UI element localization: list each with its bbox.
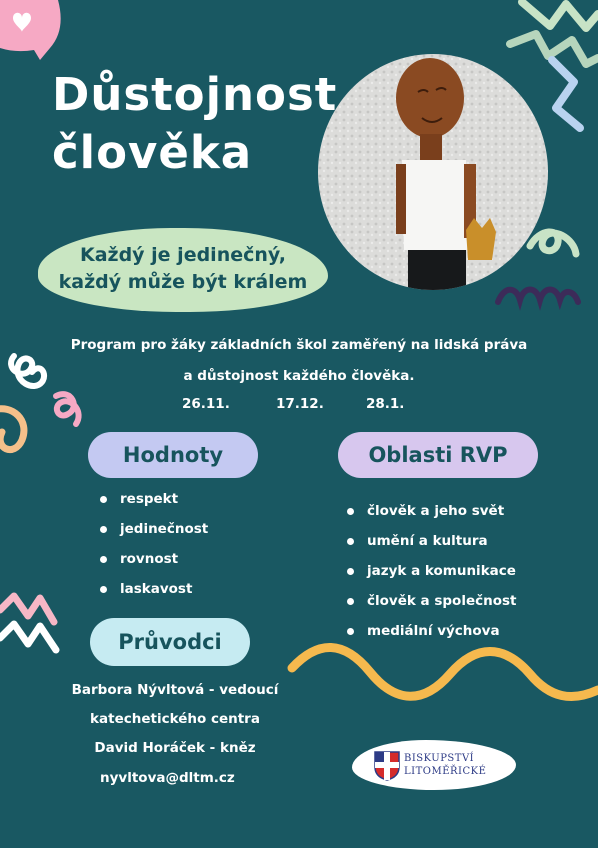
guides-text <box>50 676 300 763</box>
guide-line-2: katechetického centra <box>90 711 260 727</box>
list-item: rovnost <box>98 544 208 574</box>
list-item: jazyk a komunikace <box>345 556 516 586</box>
zigzag-left-white <box>0 624 56 650</box>
rvp-heading: Oblasti RVP <box>338 432 538 478</box>
intro-line-2: a důstojnost každého člověka. <box>183 368 415 384</box>
slogan-line-2: každý může být králem <box>58 271 308 293</box>
guide-line-1: Barbora Nývltová - vedoucí <box>71 682 279 698</box>
wave-yellow <box>292 647 598 696</box>
squiggle-left-orange <box>0 409 24 450</box>
list-item: umění a kultura <box>345 526 516 556</box>
list-item: člověk a jeho svět <box>345 496 516 526</box>
list-item: mediální výchova <box>345 616 516 646</box>
diocese-coat-of-arms-icon <box>374 751 400 781</box>
photo-wooden-figure <box>318 54 548 290</box>
rvp-list <box>345 496 516 646</box>
logo-text <box>404 752 486 778</box>
page-title <box>52 66 337 182</box>
title-line-2: člověka <box>52 126 253 179</box>
list-item: člověk a společnost <box>345 586 516 616</box>
slogan-bubble <box>38 228 328 312</box>
list-item: jedinečnost <box>98 514 208 544</box>
contact-email[interactable]: nyvltova@dltm.cz <box>100 770 235 786</box>
guide-line-3: David Horáček - kněz <box>94 740 256 756</box>
scallop-right-purple <box>498 290 578 303</box>
heart-bubble-icon <box>0 0 61 60</box>
hodnoty-list <box>98 484 208 604</box>
slogan-line-1: Každý je jedinečný, <box>79 244 287 266</box>
zigzag-left-pink <box>0 596 54 622</box>
pruvodci-heading: Průvodci <box>90 618 250 666</box>
date-1: 26.11. <box>182 396 230 412</box>
diocese-logo <box>352 740 516 790</box>
date-2: 17.12. <box>276 396 324 412</box>
list-item: respekt <box>98 484 208 514</box>
title-line-1: Důstojnost <box>52 68 338 121</box>
hodnoty-heading: Hodnoty <box>88 432 258 478</box>
logo-line-2: LITOMĚŘICKÉ <box>404 766 487 777</box>
list-item: laskavost <box>98 574 208 604</box>
program-description <box>30 330 568 392</box>
logo-line-1: BISKUPSTVÍ <box>404 753 475 764</box>
curl-right-green <box>530 232 576 254</box>
squiggle-left-pink <box>56 394 79 424</box>
date-3: 28.1. <box>366 396 405 412</box>
intro-line-1: Program pro žáky základních škol zaměřený na lidská práva <box>70 337 528 353</box>
zigzag-top-right <box>522 2 598 28</box>
zigzag-right <box>552 60 580 128</box>
